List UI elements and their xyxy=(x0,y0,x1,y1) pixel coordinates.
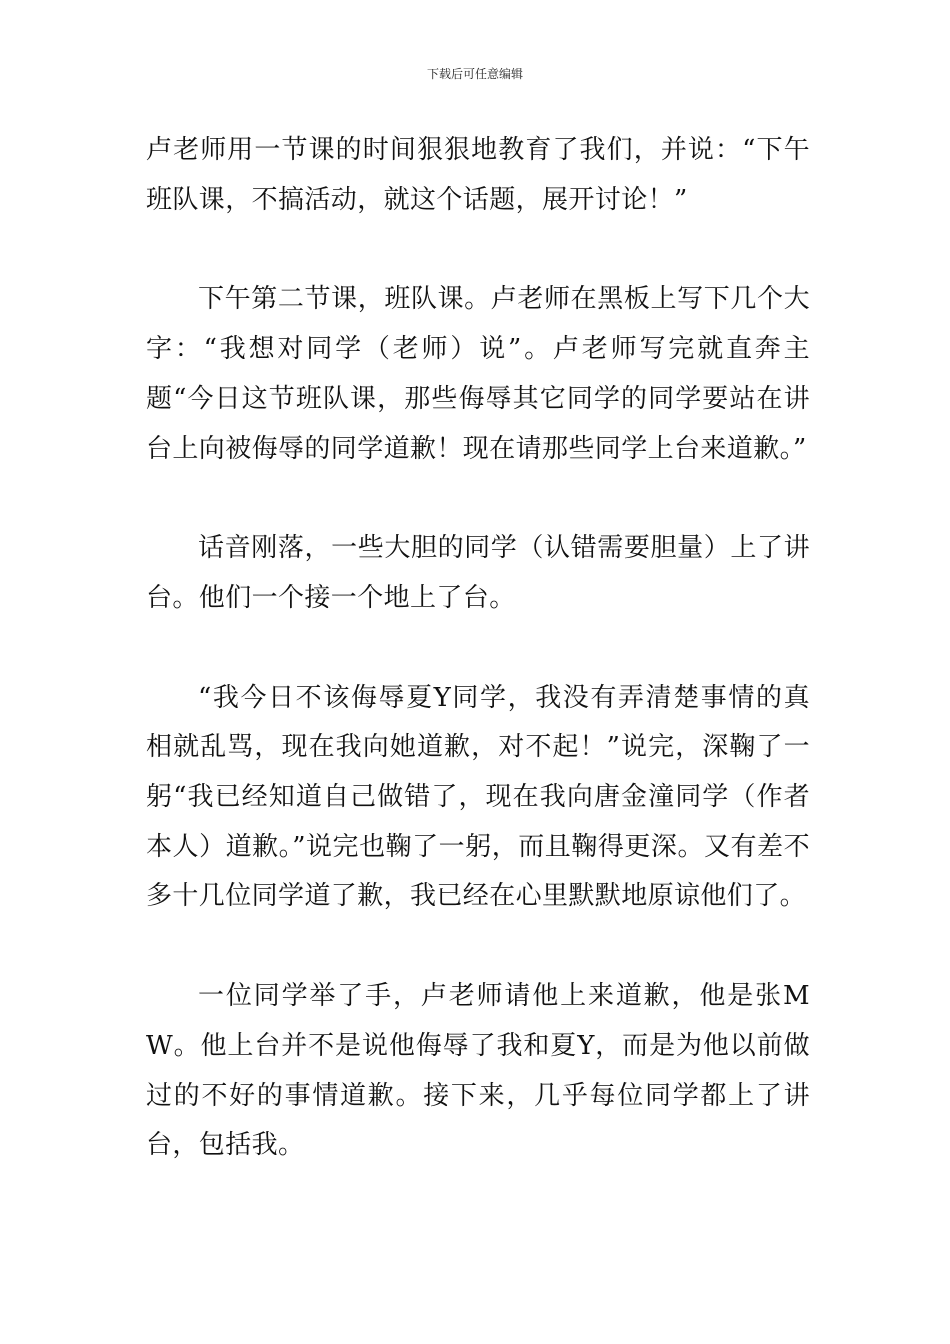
page-header-note: 下载后可任意编辑 xyxy=(426,67,523,81)
paragraph-1: 卢老师用一节课的时间狠狠地教育了我们，并说：“下午班队课，不搞活动，就这个话题，展开讨论！” xyxy=(146,135,810,215)
paragraph-5: 一位同学举了手，卢老师请他上来道歉，他是张MW。他上台并不是说他侮辱了我和夏Y，而是为他以前做过的不好的事情道歉。接下来，几乎每位同学都上了讲台，包括我。 xyxy=(146,981,810,1161)
document-body xyxy=(146,126,810,1221)
paragraph-4: “我今日不该侮辱夏Y同学，我没有弄清楚事情的真相就乱骂，现在我向她道歉，对不起！”说完，深鞠了一躬“我已经知道自己做错了，现在我向唐金潼同学（作者本人）道歉。”说完也鞠了一躬，而且鞠得更深。又有差不多十几位同学道了歉，我已经在心里默默地原谅他们了。 xyxy=(146,682,810,912)
paragraph-2: 下午第二节课，班队课。卢老师在黑板上写下几个大字：“我想对同学（老师）说”。卢老师写完就直奔主题“今日这节班队课，那些侮辱其它同学的同学要站在讲台上向被侮辱的同学道歉！现在请那些同学上台来道歉。” xyxy=(146,284,810,464)
paragraph-3: 话音刚落，一些大胆的同学（认错需要胆量）上了讲台。他们一个接一个地上了台。 xyxy=(146,533,810,613)
